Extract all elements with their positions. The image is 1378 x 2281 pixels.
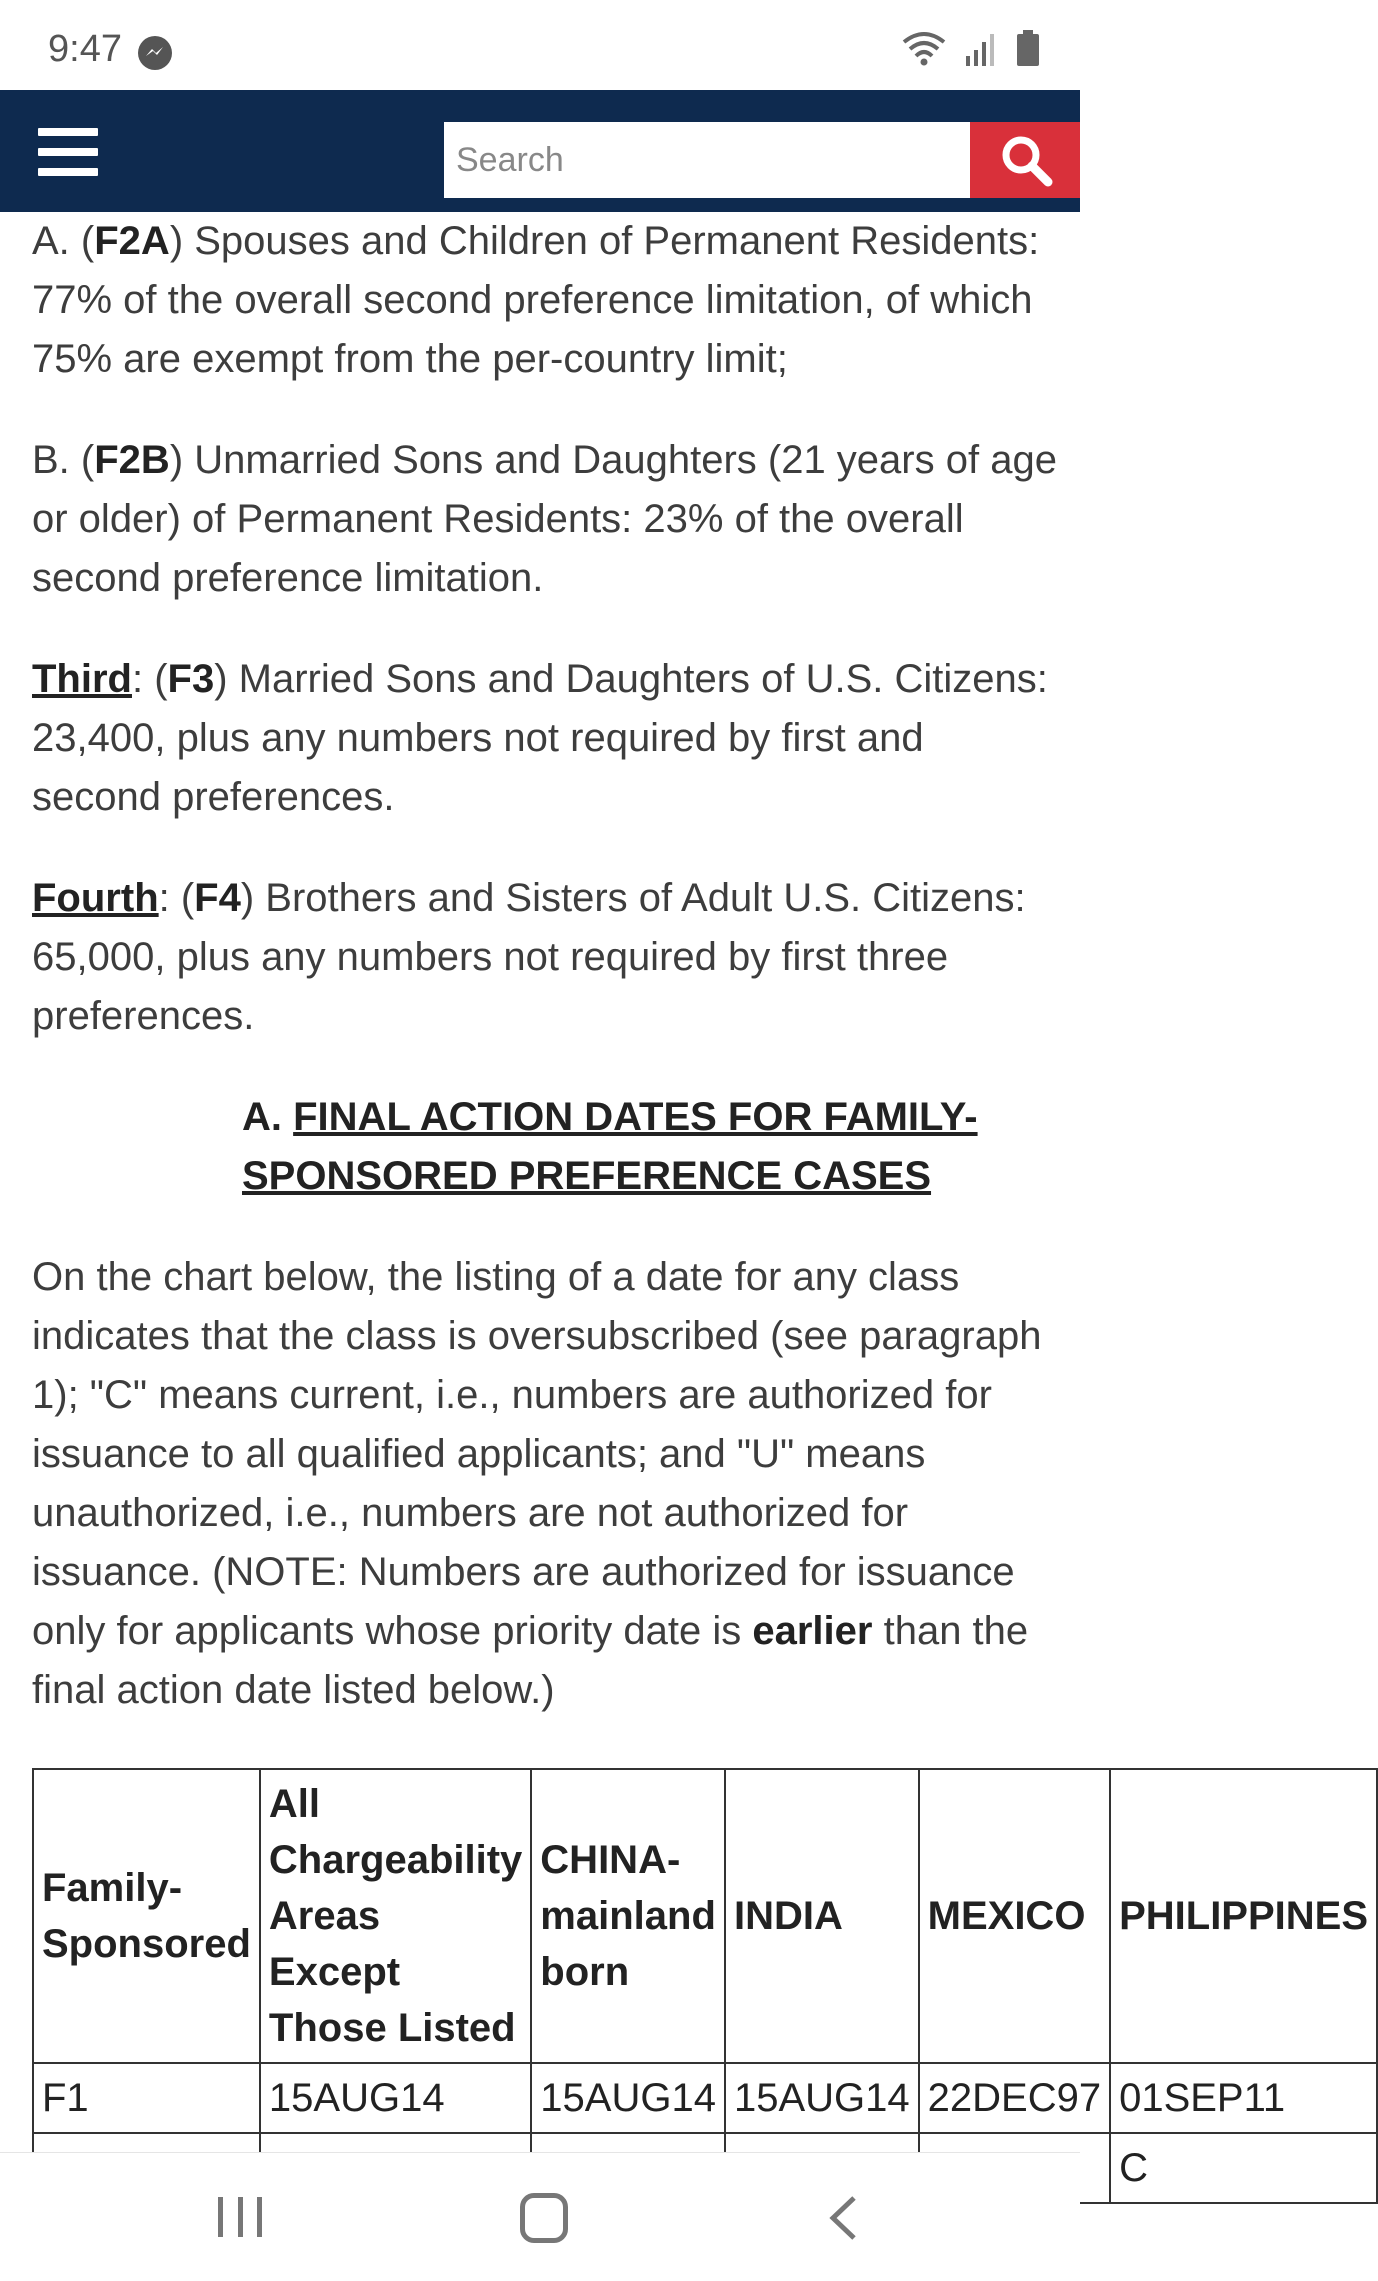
f2a-code: F2A xyxy=(94,219,170,263)
back-icon[interactable] xyxy=(828,2195,858,2241)
status-time: 9:47 xyxy=(48,28,122,70)
table-cell: 15AUG14 xyxy=(725,2063,919,2133)
fourth-paragraph: Fourth: (F4) Brothers and Sisters of Adult U.S. Citizens: 65,000, plus any numbers not required by first three preferences. xyxy=(32,876,1026,1038)
battery-icon xyxy=(1016,30,1040,66)
f2b-code: F2B xyxy=(94,438,170,482)
column-header: PHILIPPINES xyxy=(1110,1769,1377,2063)
f3-code: F3 xyxy=(167,657,215,701)
column-header: CHINA-mainland born xyxy=(531,1769,725,2063)
table-cell: 15AUG14 xyxy=(260,2063,531,2133)
column-header: All Chargeability Areas Except Those Listed xyxy=(260,1769,531,2063)
site-header xyxy=(0,90,1080,212)
search-button[interactable] xyxy=(970,122,1080,198)
home-button[interactable] xyxy=(520,2193,568,2243)
signal-icon xyxy=(964,32,998,66)
table-cell: 01SEP11 xyxy=(1110,2063,1377,2133)
status-bar xyxy=(0,0,1080,90)
search-icon xyxy=(998,132,1054,188)
f2b-paragraph: B. (F2B) Unmarried Sons and Daughters (21 years of age or older) of Permanent Residents: 23% of the overall second preference limitation. xyxy=(32,438,1057,600)
column-header: INDIA xyxy=(725,1769,919,2063)
article-content xyxy=(32,212,1062,1762)
third-label: Third xyxy=(32,657,132,701)
column-header: Family-Sponsored xyxy=(33,1769,260,2063)
android-nav-bar xyxy=(0,2152,1080,2281)
third-paragraph: Third: (F3) Married Sons and Daughters of U.S. Citizens: 23,400, plus any numbers not required by first and second preferences. xyxy=(32,657,1048,819)
chart-explanation-paragraph: On the chart below, the listing of a date for any class indicates that the class is oversubscribed (see paragraph 1); "C" means current, i.e., numbers are authorized for issuance to all qualified applicants; and "U" means unauthorized, i.e., numbers are not authorized for issuance. (NOTE: Numbers are authorized for issuance only for applicants whose priority date is earlier than the final action date listed below.) xyxy=(32,1255,1042,1712)
section-heading: A. FINAL ACTION DATES FOR FAMILY-SPONSORED PREFERENCE CASES xyxy=(242,1095,978,1198)
search-input[interactable] xyxy=(444,122,970,198)
messenger-icon xyxy=(138,36,172,70)
recent-apps-button[interactable] xyxy=(218,2197,262,2237)
table-row xyxy=(33,2063,1377,2133)
f2a-paragraph: A. (F2A) Spouses and Children of Permanent Residents: 77% of the overall second preference limitation, of which 75% are exempt from the per-country limit; xyxy=(32,219,1040,381)
f4-code: F4 xyxy=(194,876,241,920)
final-action-dates-table xyxy=(32,1768,1378,2204)
earlier-emphasis: earlier xyxy=(752,1609,873,1653)
status-icons xyxy=(902,30,1040,66)
wifi-icon xyxy=(902,32,946,66)
table-cell: 22DEC97 xyxy=(919,2063,1110,2133)
hamburger-menu-icon[interactable] xyxy=(38,128,98,178)
table-cell: F1 xyxy=(33,2063,260,2133)
fourth-label: Fourth xyxy=(32,876,159,920)
column-header: MEXICO xyxy=(919,1769,1110,2063)
table-cell: 15AUG14 xyxy=(531,2063,725,2133)
table-header-row xyxy=(33,1769,1377,2063)
table-cell: C xyxy=(1110,2133,1377,2203)
